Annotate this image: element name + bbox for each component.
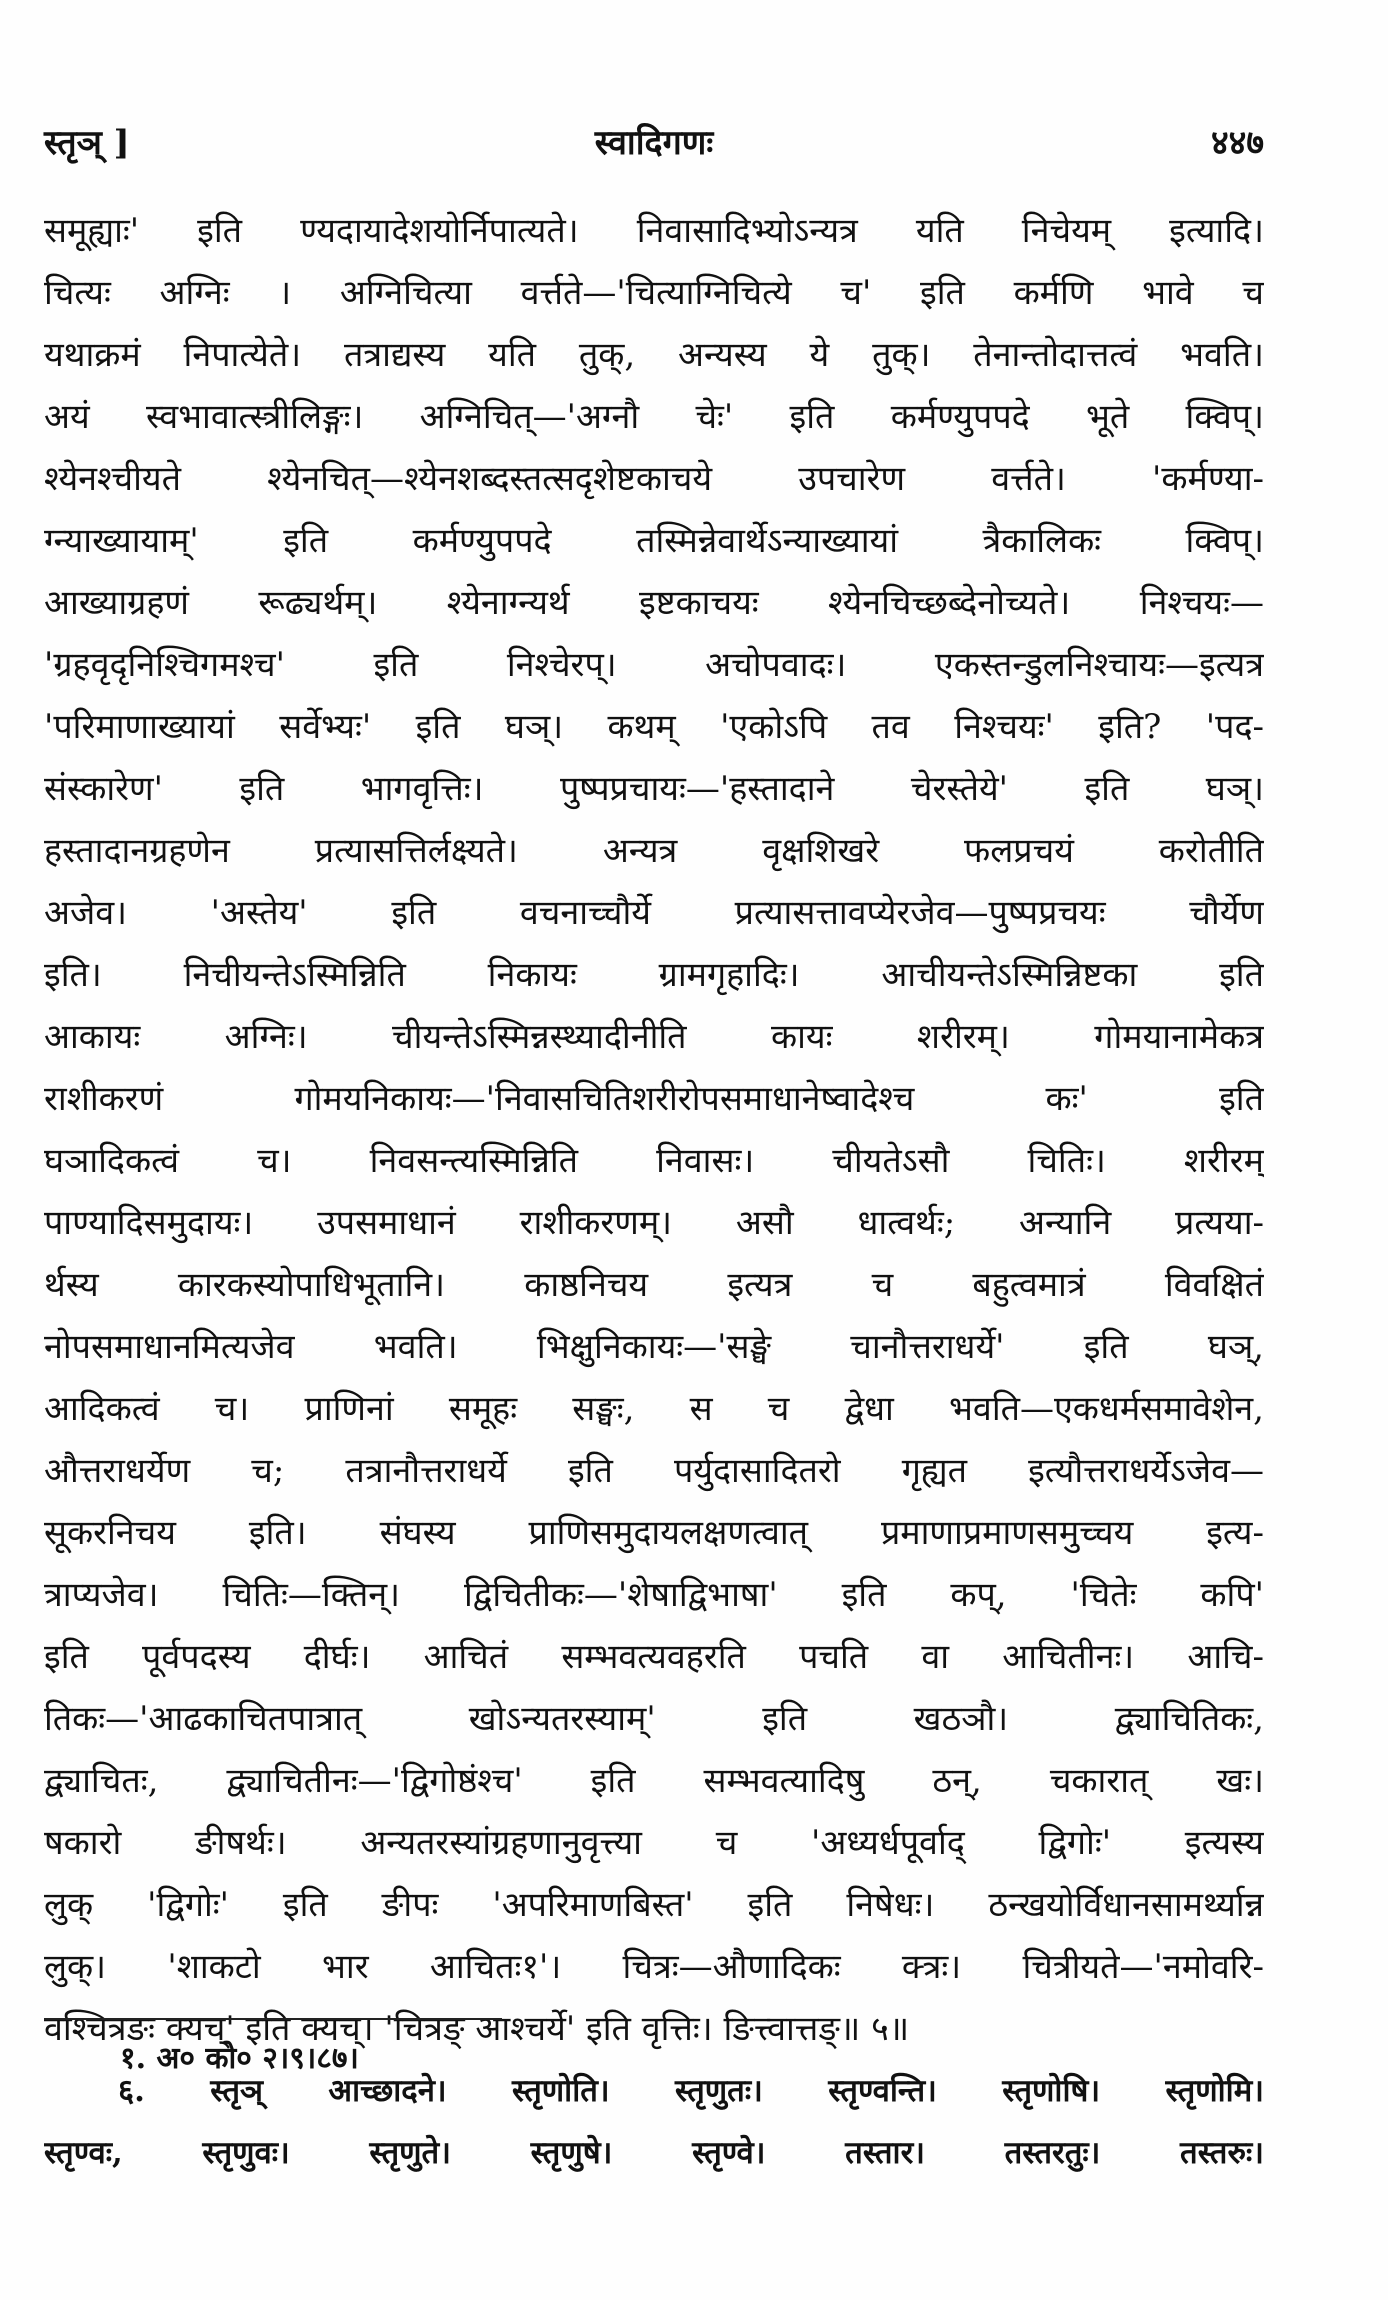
- text-line: इति। निचीयन्तेऽस्मिन्निति निकायः ग्रामगृहादिः। आचीयन्तेऽस्मिन्निष्टका इति: [44, 955, 1264, 995]
- footnote-divider: [44, 2018, 502, 2020]
- running-head-left: स्तृञ् ]: [44, 123, 130, 163]
- text-line: संस्कारेण' इति भागवृत्तिः। पुष्पप्रचायः—'हस्तादाने चेरस्तेये' इति घञ्।: [44, 769, 1264, 809]
- text-line: वश्चित्रङः क्यच्' इति क्यच्। 'चित्रङ् आश्चर्ये' इति वृत्तिः। ङित्त्वात्तङ्॥ ५॥: [44, 2009, 910, 2049]
- root-entry-line: स्तृण्वः, स्तृणुवः। स्तृणुते। स्तृणुषे। स्तृण्वे। तस्तार। तस्तरतुः। तस्तरुः।: [44, 2135, 1264, 2171]
- text-line: आदिकत्वं च। प्राणिनां समूहः सङ्घः, स च द्वेधा भवति—एकधर्मसमावेशेन,: [44, 1389, 1264, 1429]
- text-line: नोपसमाधानमित्यजेव भवति। भिक्षुनिकायः—'सङ्घे चानौत्तराधर्ये' इति घञ्,: [44, 1327, 1264, 1367]
- text-line: 'ग्रहवृदृनिश्चिगमश्च' इति निश्चेरप्। अचोपवादः। एकस्तन्डुलनिश्चायः—इत्यत्र: [44, 645, 1264, 685]
- text-line: आकायः अग्निः। चीयन्तेऽस्मिन्नस्थ्यादीनीति कायः शरीरम्। गोमयानामेकत्र: [44, 1017, 1264, 1057]
- text-line: द्व्याचितः, द्व्याचितीनः—'द्विगोष्ठंश्च' इति सम्भवत्यादिषु ठन्, चकारात् खः।: [44, 1761, 1264, 1801]
- text-line: अजेव। 'अस्तेय' इति वचनाच्चौर्ये प्रत्यासत्तावप्येरजेव—पुष्पप्रचयः चौर्येण: [44, 893, 1264, 933]
- text-line: सूकरनिचय इति। संघस्य प्राणिसमुदायलक्षणत्वात् प्रमाणाप्रमाणसमुच्चय इत्य-: [44, 1513, 1264, 1553]
- text-line: अयं स्वभावात्स्त्रीलिङ्गः। अग्निचित्—'अग्नौ चेः' इति कर्मण्युपपदे भूते क्विप्।: [44, 397, 1264, 437]
- text-line: श्येनश्चीयते श्येनचित्—श्येनशब्दस्तत्सदृशेष्टकाचये उपचारेण वर्त्तते। 'कर्मण्या-: [44, 459, 1264, 499]
- text-line: आख्याग्रहणं रूढ्यर्थम्। श्येनाग्न्यर्थ इष्टकाचयः श्येनचिच्छब्देनोच्यते। निश्चयः—: [44, 583, 1264, 623]
- text-line: षकारो ङीषर्थः। अन्यतरस्यांग्रहणानुवृत्त्या च 'अध्यर्धपूर्वाद् द्विगोः' इत्यस्य: [44, 1823, 1264, 1863]
- text-line: ग्न्याख्यायाम्' इति कर्मण्युपपदे तस्मिन्नेवार्थेऽन्याख्यायां त्रैकालिकः क्विप्।: [44, 521, 1264, 561]
- text-line: 'परिमाणाख्यायां सर्वेभ्यः' इति घञ्। कथम् 'एकोऽपि तव निश्चयः' इति? 'पद-: [44, 707, 1264, 747]
- text-line: राशीकरणं गोमयनिकायः—'निवासचितिशरीरोपसमाधानेष्वादेश्च कः' इति: [44, 1079, 1264, 1119]
- text-line: त्राप्यजेव। चितिः—क्तिन्। द्विचितीकः—'शेषाद्विभाषा' इति कप्, 'चितेः कपि': [44, 1575, 1264, 1615]
- text-line: तिकः—'आढकाचितपात्रात् खोऽन्यतरस्याम्' इति खठञौ। द्व्याचितिकः,: [44, 1699, 1264, 1739]
- text-line: लुक्। 'शाकटो भार आचितः१'। चित्रः—औणादिकः क्त्रः। चित्रीयते—'नमोवरि-: [44, 1947, 1264, 1987]
- text-line: समूह्याः' इति ण्यदायादेशयोर्निपात्यते। निवासादिभ्योऽन्यत्र यति निचेयम् इत्यादि।: [44, 211, 1264, 251]
- text-line: र्थस्य कारकस्योपाधिभूतानि। काष्ठनिचय इत्यत्र च बहुत्वमात्रं विवक्षितं: [44, 1265, 1264, 1305]
- text-line: लुक् 'द्विगोः' इति ङीपः 'अपरिमाणबिस्त' इति निषेधः। ठन्खयोर्विधानसामर्थ्यान्न: [44, 1885, 1264, 1925]
- body-text: [44, 200, 1264, 2184]
- root-entry-line: ६. स्तृञ् आच्छादने। स्तृणोति। स्तृणुतः। स्तृण्वन्ति। स्तृणोषि। स्तृणोमि।: [118, 2073, 1264, 2109]
- text-line: औत्तराधर्येण च; तत्रानौत्तराधर्ये इति पर्युदासादितरो गृह्यत इत्यौत्तराधर्येऽजेव—: [44, 1451, 1264, 1491]
- text-line: घञादिकत्वं च। निवसन्त्यस्मिन्निति निवासः। चीयतेऽसौ चितिः। शरीरम्: [44, 1141, 1264, 1181]
- text-line: यथाक्रमं निपात्येते। तत्राद्यस्य यति तुक्, अन्यस्य ये तुक्। तेनान्तोदात्तत्वं भवति।: [44, 335, 1264, 375]
- text-line: इति पूर्वपदस्य दीर्घः। आचितं सम्भवत्यवहरति पचति वा आचितीनः। आचि-: [44, 1637, 1264, 1677]
- text-line: चित्यः अग्निः । अग्निचित्या वर्त्तते—'चित्याग्निचित्ये च' इति कर्मणि भावे च: [44, 273, 1264, 313]
- text-line: हस्तादानग्रहणेन प्रत्यासत्तिर्लक्ष्यते। अन्यत्र वृक्षशिखरे फलप्रचयं करोतीति: [44, 831, 1264, 871]
- footnote: १. अ० को० २।९।८७।: [120, 2041, 359, 2076]
- page-number: ४४७: [1210, 123, 1264, 163]
- text-line: पाण्यादिसमुदायः। उपसमाधानं राशीकरणम्। असौ धात्वर्थः; अन्यानि प्रत्यया-: [44, 1203, 1264, 1243]
- running-head-title: स्वादिगणः: [594, 123, 714, 163]
- page-header: [44, 118, 1264, 170]
